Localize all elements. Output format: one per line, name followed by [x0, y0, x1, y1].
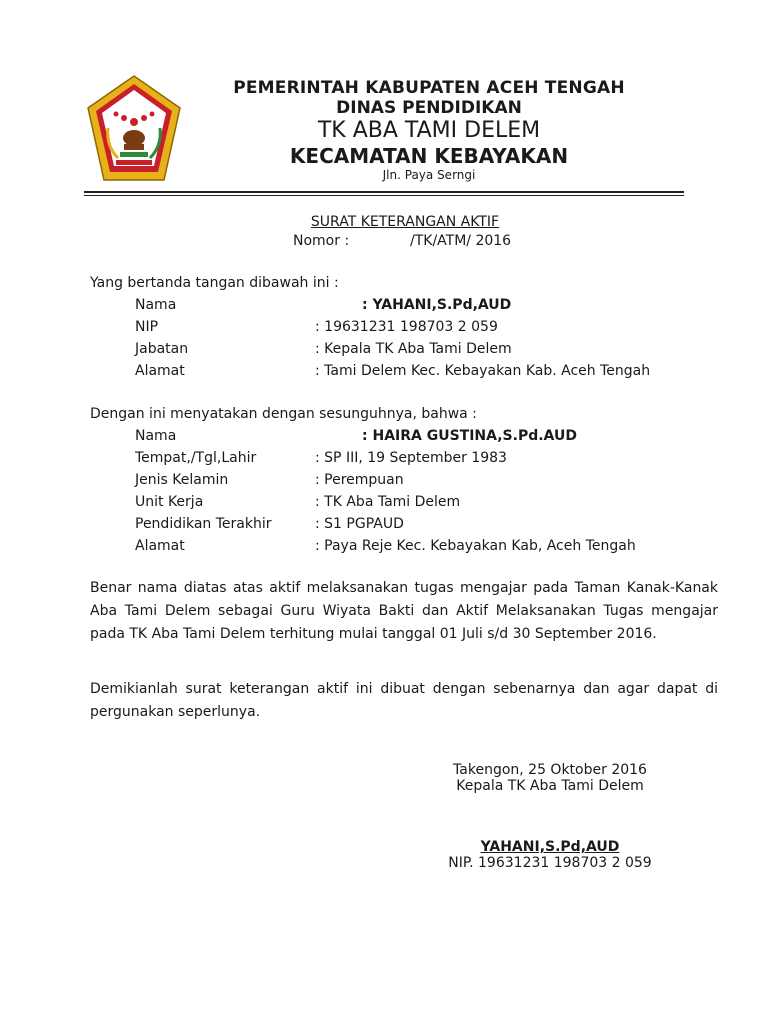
signer-address-label: Alamat [135, 363, 185, 379]
signer-name-label: Nama [135, 297, 177, 313]
body-paragraph-2: Demikianlah surat keterangan aktif ini dibuat dengan sebenarnya dan agar dapat di pergunakan seperlunya. [90, 681, 718, 720]
regency-emblem-logo [84, 72, 184, 184]
statement-text: Dengan ini menyatakan dengan sesunguhnya, bahwa : [90, 406, 477, 422]
subject-education-value: : S1 PGPAUD [315, 516, 404, 532]
signer-address-value: : Tami Delem Kec. Kebayakan Kab. Aceh Tengah [315, 363, 651, 379]
letter-number-label: Nomor : [293, 233, 350, 249]
signer-title: Kepala TK Aba Tami Delem [456, 778, 644, 794]
signer-nip: NIP. 19631231 198703 2 059 [448, 855, 652, 871]
header-rule-thin [84, 195, 684, 196]
subject-birth-value: : SP III, 19 September 1983 [315, 450, 507, 466]
header-government: PEMERINTAH KABUPATEN ACEH TENGAH [233, 78, 625, 98]
header-school: TK ABA TAMI DELEM [317, 118, 541, 143]
subject-unit-label: Unit Kerja [135, 494, 204, 510]
header-address: Jln. Paya Serngi [382, 168, 476, 182]
letter-title: SURAT KETERANGAN AKTIF [310, 214, 500, 230]
subject-gender-value: : Perempuan [315, 472, 404, 488]
letter-number-value: /TK/ATM/ 2016 [410, 233, 512, 249]
header-department: DINAS PENDIDIKAN [336, 98, 522, 118]
signer-name-value: : YAHANI,S.Pd,AUD [362, 297, 512, 313]
body-paragraph-1: Benar nama diatas atas aktif melaksanakan tugas mengajar pada Taman Kanak-Kanak Aba Tami Delem sebagai Guru Wiyata Bakti dan Aktif Melaksanakan Tugas mengajar pada TK Aba Tami Delem terhitung mulai tanggal 01 Juli s/d 30 September 2016. [90, 580, 718, 642]
signer-position-value: : Kepala TK Aba Tami Delem [315, 341, 512, 357]
subject-unit-value: : TK Aba Tami Delem [315, 494, 461, 510]
header-rule-thick [84, 191, 684, 193]
subject-gender-label: Jenis Kelamin [135, 472, 229, 488]
subject-education-label: Pendidikan Terakhir [135, 516, 272, 532]
subject-birth-label: Tempat,/Tgl,Lahir [135, 450, 257, 466]
intro-text: Yang bertanda tangan dibawah ini : [90, 275, 339, 291]
place-date: Takengon, 25 Oktober 2016 [453, 762, 647, 778]
signer-nip-label: NIP [135, 319, 159, 335]
signer-name: YAHANI,S.Pd,AUD [480, 839, 620, 855]
signer-nip-value: : 19631231 198703 2 059 [315, 319, 498, 335]
subject-address-label: Alamat [135, 538, 185, 554]
subject-name-label: Nama [135, 428, 177, 444]
subject-address-value: : Paya Reje Kec. Kebayakan Kab, Aceh Tengah [315, 538, 636, 554]
header-district: KECAMATAN KEBAYAKAN [289, 144, 569, 168]
signer-position-label: Jabatan [135, 341, 189, 357]
subject-name-value: : HAIRA GUSTINA,S.Pd.AUD [362, 428, 577, 444]
